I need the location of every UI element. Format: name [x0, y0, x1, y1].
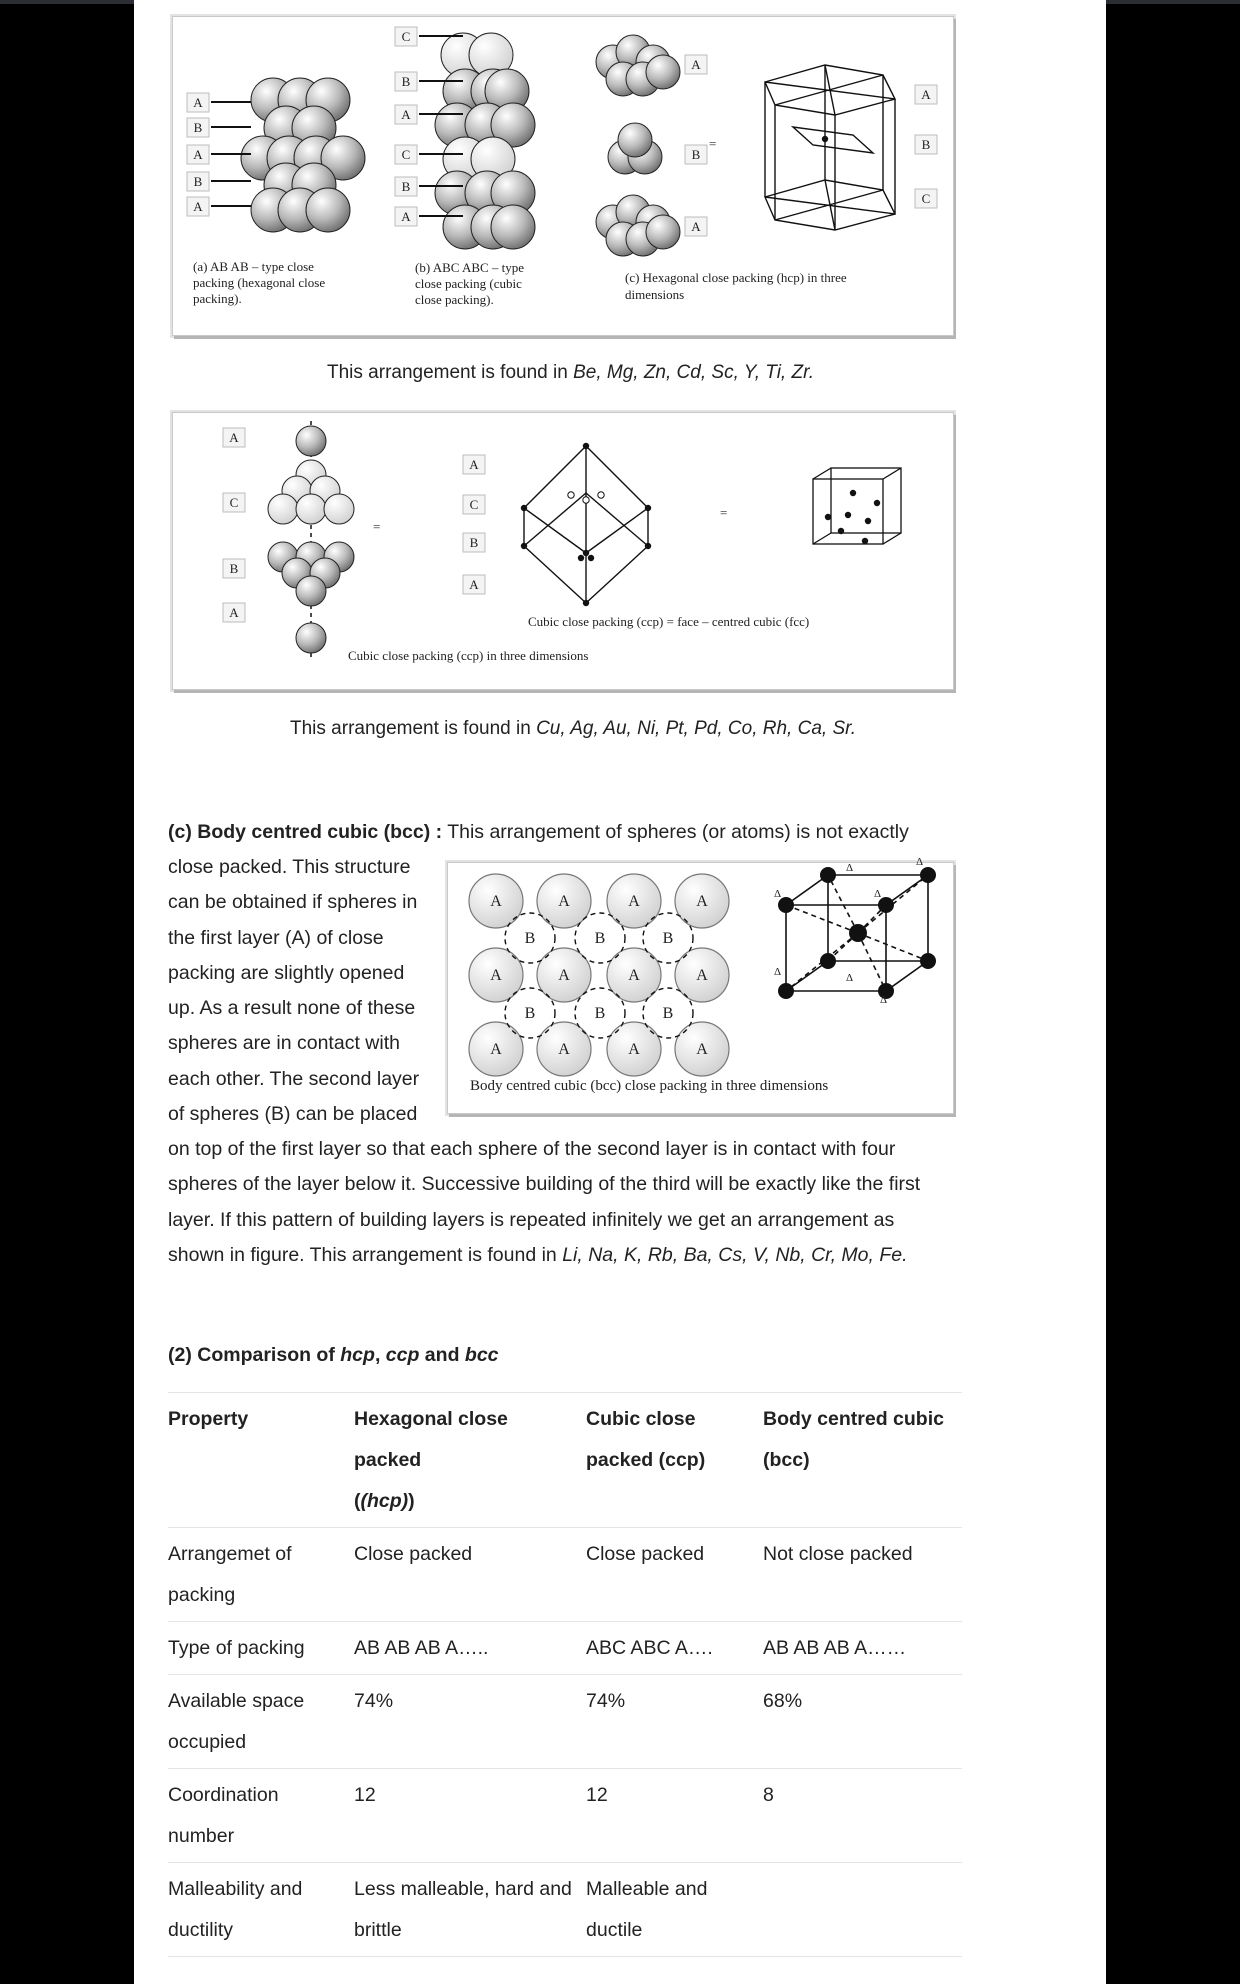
- comparison-heading-and: and: [419, 1344, 465, 1366]
- svg-text:B: B: [921, 137, 931, 152]
- hcp-packing-figure: [172, 16, 954, 336]
- ccp-b-sphere: [296, 576, 326, 606]
- hcp-left-layer-label: [187, 197, 209, 216]
- ccp-left-layer-label: [223, 559, 245, 578]
- comparison-heading-bcc: bcc: [464, 1344, 499, 1366]
- bcc-text-line: each other. The second layer: [168, 1067, 420, 1090]
- ccp-mid-layer-label: [463, 495, 485, 514]
- ccp-diagram: [173, 413, 953, 689]
- comparison-heading-hcp: hcp: [340, 1344, 375, 1366]
- hcp-right-layer-label: [685, 55, 707, 74]
- table-cell-ccp: 74%: [586, 1675, 763, 1769]
- svg-text:C: C: [229, 495, 239, 510]
- table-row: [168, 1622, 962, 1675]
- svg-text:A: A: [193, 95, 203, 110]
- hcp-diagram: [173, 17, 953, 335]
- bcc-text-line: packing are slightly opened: [168, 961, 405, 984]
- svg-text:A: A: [558, 967, 570, 984]
- table-cell-property: Malleability and ductility: [168, 1863, 354, 1957]
- svg-text:A: A: [401, 107, 411, 122]
- bcc-text-line: close packed. This structure: [168, 856, 411, 878]
- bcc-heading-line: [168, 815, 968, 850]
- bcc-wide-text: [168, 1132, 988, 1238]
- table-cell-ccp: ABC ABC A….: [586, 1622, 763, 1675]
- bcc-last-prefix: shown in figure. This arrangement is found in: [168, 1244, 563, 1266]
- hcp-mid-layer-label: [395, 72, 417, 91]
- fcc-cube: [813, 468, 901, 544]
- table-cell-hcp: Less malleable, hard and brittle: [354, 1863, 586, 1957]
- header-property: Property: [168, 1393, 354, 1528]
- table-cell-hcp: Close packed: [354, 1528, 586, 1622]
- bcc-figure-caption: Body centred cubic (bcc) close packing in three dimensions: [470, 1078, 829, 1094]
- svg-text:A: A: [490, 967, 502, 984]
- svg-text:A: A: [628, 967, 640, 984]
- bcc-text-line: layer. If this pattern of building layers is repeated infinitely we get an arrangement as: [168, 1208, 895, 1231]
- svg-text:A: A: [691, 219, 701, 234]
- sphere: [646, 55, 680, 89]
- sphere: [646, 215, 680, 249]
- hcp-found-elements: Be, Mg, Zn, Cd, Sc, Y, Ti, Zr.: [573, 362, 815, 383]
- ccp-equals-right: =: [720, 505, 728, 520]
- svg-text:A: A: [696, 1041, 708, 1058]
- svg-text:A: A: [696, 967, 708, 984]
- comparison-heading-sep: ,: [374, 1344, 386, 1366]
- svg-text:B: B: [193, 120, 203, 135]
- hcp-mid-layer-label: [395, 145, 417, 164]
- bcc-center-atom: [849, 924, 867, 942]
- hcp-mid-layer-label: [395, 27, 417, 46]
- svg-text:Δ: Δ: [774, 966, 782, 978]
- svg-text:B: B: [524, 930, 536, 947]
- table-cell-ccp: Malleable and ductile: [586, 1863, 763, 1957]
- hcp-caption-b-3: close packing).: [415, 292, 494, 307]
- hcp-left-layer-label: [187, 93, 209, 112]
- svg-text:Δ: Δ: [916, 856, 924, 868]
- bcc-text-line: the first layer (A) of close: [168, 926, 384, 949]
- fcc-rhombohedron: [524, 446, 648, 603]
- svg-text:Δ: Δ: [846, 972, 854, 984]
- svg-text:A: A: [469, 457, 479, 472]
- hcp-mid-layer-label: [395, 177, 417, 196]
- bcc-lead: This arrangement of spheres (or atoms) is not exactly: [442, 821, 909, 843]
- svg-text:A: A: [696, 893, 708, 910]
- svg-text:Δ: Δ: [774, 888, 782, 900]
- svg-text:B: B: [594, 930, 606, 947]
- table-cell-bcc: [763, 1863, 962, 1957]
- svg-text:B: B: [691, 147, 701, 162]
- hcp-left-layer-label: [187, 118, 209, 137]
- comparison-table: [168, 1392, 962, 1957]
- hcp-caption-a-1: (a) AB AB – type close: [193, 259, 314, 274]
- hcp-found-prefix: This arrangement is found in: [327, 362, 574, 383]
- ccp-mid-layer-label: [463, 455, 485, 474]
- bcc-text-line: up. As a result none of these: [168, 997, 416, 1020]
- svg-text:A: A: [490, 1041, 502, 1058]
- svg-text:A: A: [490, 893, 502, 910]
- svg-text:B: B: [401, 179, 411, 194]
- header-ccp: Cubic close packed (ccp): [586, 1393, 763, 1528]
- svg-text:A: A: [229, 430, 239, 445]
- hcp-right-layer-label: [685, 217, 707, 236]
- table-cell-hcp: AB AB AB A…..: [354, 1622, 586, 1675]
- ccp-equals-left: =: [373, 519, 381, 534]
- ccp-c-sphere: [268, 494, 298, 524]
- svg-text:Δ: Δ: [874, 888, 882, 900]
- svg-text:B: B: [193, 174, 203, 189]
- svg-text:B: B: [469, 535, 479, 550]
- hcp-caption-b-2: close packing (cubic: [415, 276, 522, 291]
- header-hcp: Hexagonal close packed ((hcp)): [354, 1393, 586, 1528]
- ccp-c-sphere: [296, 494, 326, 524]
- svg-text:A: A: [193, 199, 203, 214]
- ccp-bottom-sphere: [296, 623, 326, 653]
- sphere: [618, 123, 652, 157]
- table-cell-ccp: 12: [586, 1769, 763, 1863]
- table-cell-bcc: 8: [763, 1769, 962, 1863]
- bcc-heading: (c) Body centred cubic (bcc) :: [168, 821, 443, 843]
- hcp-found-caption: [327, 362, 814, 384]
- table-row: [168, 1528, 962, 1622]
- ccp-found-prefix: This arrangement is found in: [290, 718, 537, 739]
- bcc-last-elements: Li, Na, K, Rb, Ba, Cs, V, Nb, Cr, Mo, Fe.: [562, 1244, 908, 1266]
- hcp-left-layer-label: [187, 145, 209, 164]
- table-row: [168, 1769, 962, 1863]
- hcp-caption-c-2: dimensions: [625, 287, 685, 302]
- hcp-mid-layer-label: [395, 207, 417, 226]
- table-cell-property: Available space occupied: [168, 1675, 354, 1769]
- svg-text:C: C: [921, 191, 931, 206]
- header-bcc: Body centred cubic (bcc): [763, 1393, 962, 1528]
- hcp-caption-a-3: packing).: [193, 291, 242, 306]
- ccp-mid-layer-label: [463, 533, 485, 552]
- bcc-corner-atom: [778, 983, 794, 999]
- ccp-top-sphere: [296, 426, 326, 456]
- ccp-c-sphere: [324, 494, 354, 524]
- svg-text:B: B: [401, 74, 411, 89]
- svg-text:C: C: [401, 147, 411, 162]
- ccp-left-layer-label: [223, 428, 245, 447]
- hcp-equals-sign: =: [709, 136, 717, 151]
- hcp-caption-a-2: packing (hexagonal close: [193, 275, 326, 290]
- table-cell-property: Type of packing: [168, 1622, 354, 1675]
- svg-text:B: B: [662, 1005, 674, 1022]
- hcp-caption-b-1: (b) ABC ABC – type: [415, 260, 525, 275]
- svg-text:B: B: [594, 1005, 606, 1022]
- bcc-text-line: spheres of the layer below it. Successive building of the third will be exactly like the first: [168, 1173, 921, 1196]
- bcc-corner-atom: [920, 953, 936, 969]
- table-cell-hcp: 12: [354, 1769, 586, 1863]
- bcc-text-line: on top of the first layer so that each sphere of the second layer is in contact with four: [168, 1138, 896, 1160]
- bcc-last-line: [168, 1238, 988, 1273]
- ccp-left-layer-label: [223, 493, 245, 512]
- ccp-caption-right: Cubic close packing (ccp) = face – centred cubic (fcc): [528, 614, 810, 629]
- table-header-row: [168, 1393, 962, 1528]
- document-page: [134, 0, 1106, 1984]
- svg-text:B: B: [662, 930, 674, 947]
- hcp-left-layer-label: [187, 172, 209, 191]
- ccp-left-layer-label: [223, 603, 245, 622]
- table-cell-property: Arrangemet of packing: [168, 1528, 354, 1622]
- ccp-packing-figure: [172, 412, 954, 690]
- svg-text:C: C: [401, 29, 411, 44]
- bcc-corner-atom: [820, 867, 836, 883]
- bcc-narrow-text: [168, 850, 438, 1132]
- svg-text:A: A: [193, 147, 203, 162]
- svg-text:A: A: [691, 57, 701, 72]
- ccp-found-elements: Cu, Ag, Au, Ni, Pt, Pd, Co, Rh, Ca, Sr.: [536, 718, 857, 739]
- table-cell-ccp: Close packed: [586, 1528, 763, 1622]
- hcp-box-layer-label: [915, 135, 937, 154]
- hcp-box-layer-label: [915, 85, 937, 104]
- svg-text:A: A: [469, 577, 479, 592]
- bcc-text-line: of spheres (B) can be placed: [168, 1103, 418, 1126]
- hcp-mid-layer-label: [395, 105, 417, 124]
- bcc-corner-atom: [920, 867, 936, 883]
- svg-text:A: A: [921, 87, 931, 102]
- table-row: [168, 1863, 962, 1957]
- sphere: [491, 205, 535, 249]
- svg-text:C: C: [469, 497, 479, 512]
- svg-text:A: A: [401, 209, 411, 224]
- comparison-heading-ccp: ccp: [385, 1344, 420, 1366]
- svg-text:A: A: [628, 1041, 640, 1058]
- table-cell-bcc: Not close packed: [763, 1528, 962, 1622]
- ccp-caption-main: Cubic close packing (ccp) in three dimensions: [348, 648, 589, 663]
- bcc-text-line: spheres are in contact with: [168, 1032, 400, 1055]
- bcc-diagram: [448, 856, 953, 1113]
- table-cell-property: Coordination number: [168, 1769, 354, 1863]
- table-cell-hcp: 74%: [354, 1675, 586, 1769]
- svg-text:A: A: [628, 893, 640, 910]
- hcp-box-layer-label: [915, 189, 937, 208]
- svg-text:A: A: [558, 893, 570, 910]
- svg-text:A: A: [558, 1041, 570, 1058]
- svg-text:A: A: [229, 605, 239, 620]
- hcp-caption-c-1: (c) Hexagonal close packing (hcp) in three: [625, 270, 847, 285]
- svg-text:Δ: Δ: [880, 994, 888, 1006]
- bcc-text-line: can be obtained if spheres in: [168, 891, 418, 914]
- table-cell-bcc: 68%: [763, 1675, 962, 1769]
- svg-text:B: B: [229, 561, 239, 576]
- bcc-packing-figure: [447, 856, 954, 1114]
- svg-text:Δ: Δ: [846, 862, 854, 874]
- table-cell-bcc: AB AB AB A……: [763, 1622, 962, 1675]
- table-row: [168, 1675, 962, 1769]
- sphere: [306, 188, 350, 232]
- comparison-heading-prefix: (2) Comparison of: [168, 1344, 341, 1366]
- svg-text:B: B: [524, 1005, 536, 1022]
- bcc-corner-atom: [820, 953, 836, 969]
- ccp-mid-layer-label: [463, 575, 485, 594]
- hcp-right-layer-label: [685, 145, 707, 164]
- comparison-heading: [168, 1338, 968, 1373]
- ccp-found-caption: [290, 718, 856, 740]
